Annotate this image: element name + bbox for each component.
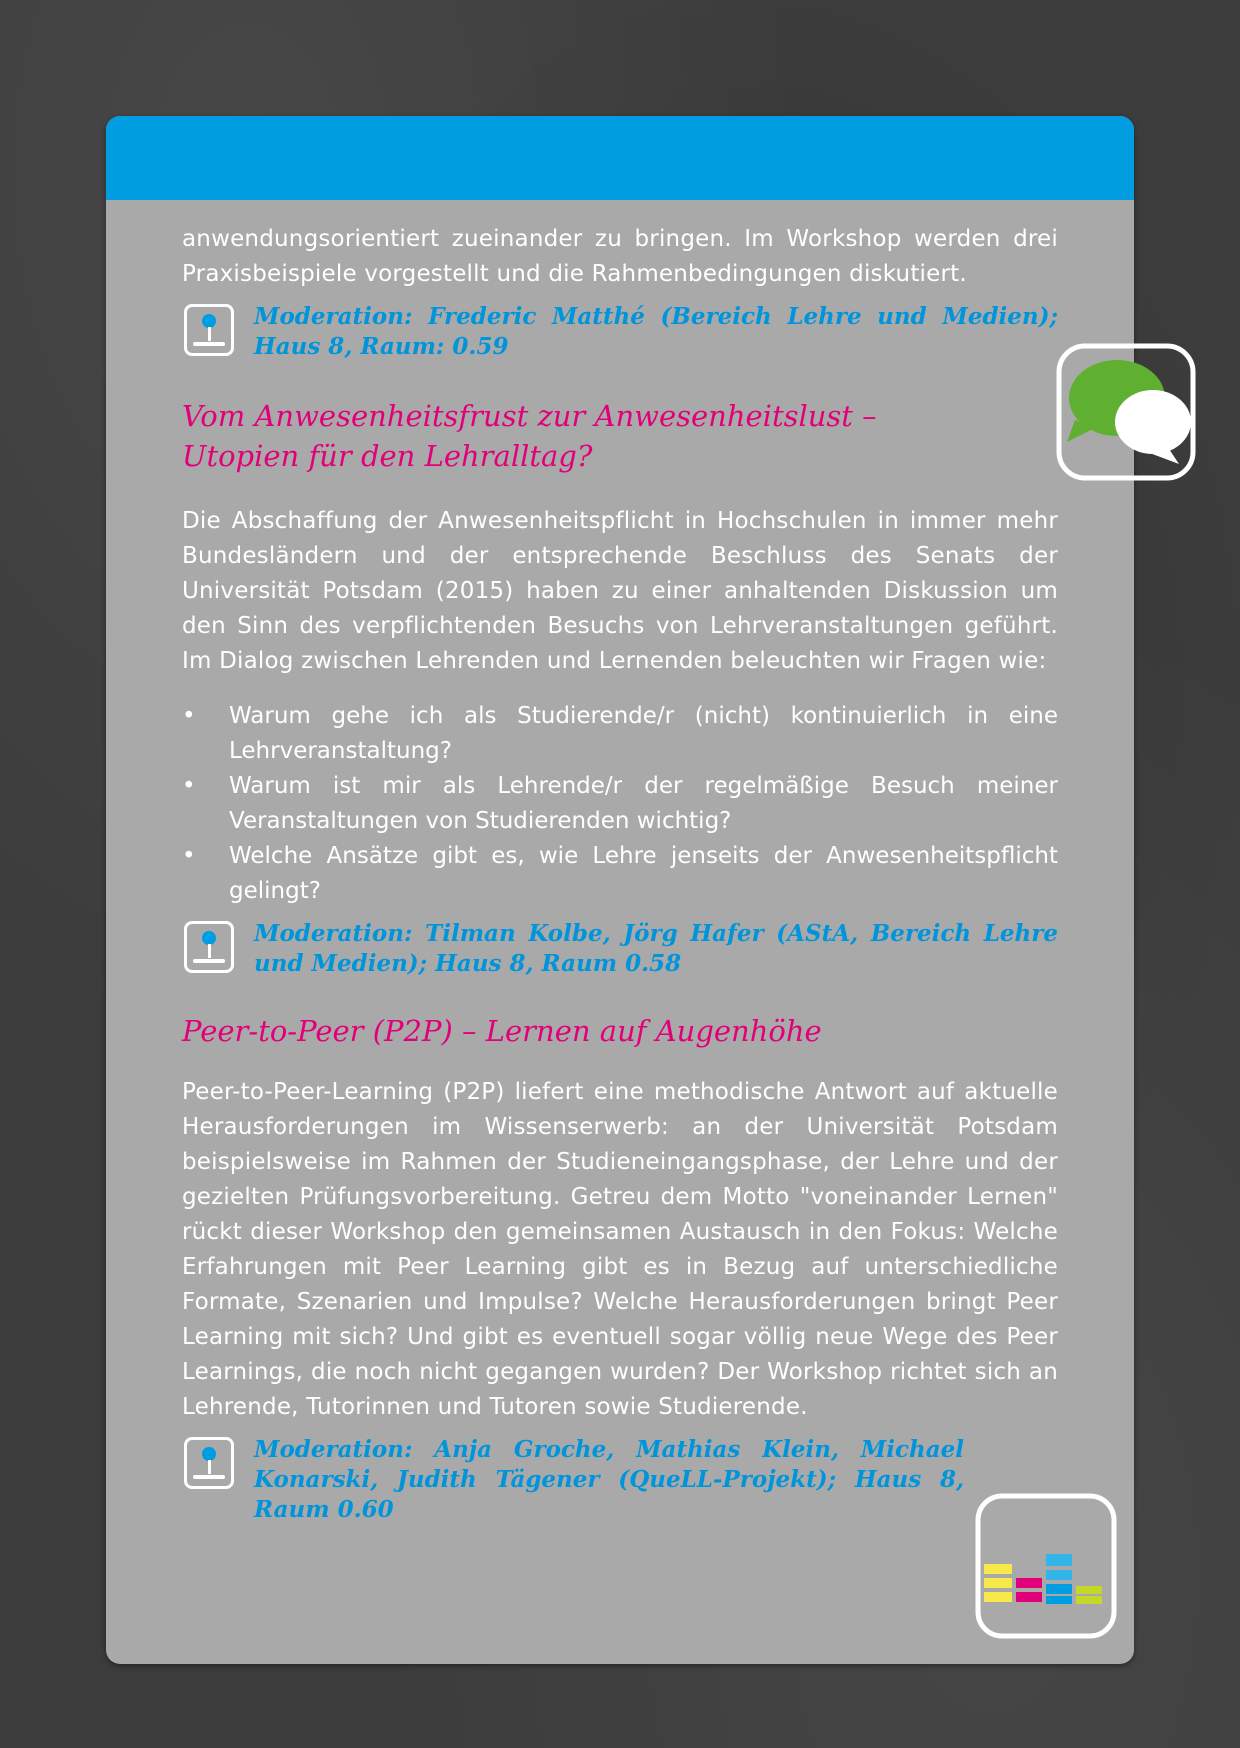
section-3-paragraph: Peer-to-Peer-Learning (P2P) liefert eine methodische Antwort auf aktuelle Herausforderungen im Wissenserwerb: an der Universität Potsdam beispielsweise im Rahmen der Studieneingangsphase, der Lehre und der gezielten Prüfungsvorbereitung. Getreu dem Motto "voneinander Lernen" rückt dieser Workshop den gemeinsamen Austausch in den Fokus: Welche Erfahrungen mit Peer Learning gibt es in Bezug auf unterschiedliche Formate, Szenarien und Impulse? Welche Herausforderungen bringt Peer Learning mit sich? Und gibt es eventuell sogar völlig neue Wege des Peer Learnings, die noch nicht gegangen wurden? Der Workshop richtet sich an Lehrende, Tutorinnen und Tutoren sowie Studierende. — [182, 1079, 1058, 1420]
moderation-2 — [182, 919, 1058, 979]
section-2-heading-line2: Utopien für den Lehralltag? — [182, 439, 593, 473]
intro-paragraph: anwendungsorientiert zueinander zu bringen. Im Workshop werden drei Praxisbeispiele vorgestellt und die Rahmenbedingungen diskutiert. — [182, 226, 1058, 287]
moderation-1-text: Moderation: Frederic Matthé (Bereich Lehre und Medien); Haus 8, Raum: 0.59 — [254, 303, 1058, 360]
section-2-paragraph: Die Abschaffung der Anwesenheitspflicht in Hochschulen in immer mehr Bundesländern und der entsprechende Beschluss des Senats der Universität Potsdam (2015) haben zu einer anhaltenden Diskussion um den Sinn des verpflichtenden Besuchs von Lehrveranstaltungen geführt. Im Dialog zwischen Lehrenden und Lernenden beleuchten wir Fragen wie: — [182, 508, 1058, 674]
question-item: • Warum gehe ich als Studierende/r (nicht) kontinuierlich in eine Lehrveranstaltung? — [182, 703, 1058, 764]
chat-bubbles-icon — [1055, 342, 1199, 486]
moderation-3 — [182, 1435, 964, 1525]
question-list — [182, 699, 1058, 909]
moderation-2-text: Moderation: Tilman Kolbe, Jörg Hafer (AStA, Bereich Lehre und Medien); Haus 8, Raum 0.58 — [254, 920, 1058, 977]
section-3-heading: Peer-to-Peer (P2P) – Lernen auf Augenhöhe — [182, 1014, 822, 1048]
card-content — [182, 222, 1058, 1525]
colored-bars-icon — [974, 1492, 1120, 1642]
question-item: • Welche Ansätze gibt es, wie Lehre jenseits der Anwesenheitspflicht gelingt? — [182, 843, 1058, 904]
moderation-1 — [182, 302, 1058, 362]
question-item: • Warum ist mir als Lehrende/r der regelmäßige Besuch meiner Veranstaltungen von Studierenden wichtig? — [182, 773, 1058, 834]
moderation-3-text: Moderation: Anja Groche, Mathias Klein, Michael Konarski, Judith Tägener (QueLL-Projekt); Haus 8, Raum 0.60 — [254, 1436, 964, 1523]
section-2-heading — [182, 396, 1058, 476]
card-header-bar — [106, 116, 1134, 200]
location-pin-icon — [184, 1437, 234, 1489]
location-pin-icon — [184, 304, 234, 356]
content-card — [106, 116, 1134, 1664]
location-pin-icon — [184, 921, 234, 973]
section-2-heading-line1: Vom Anwesenheitsfrust zur Anwesenheitslust – — [182, 399, 877, 433]
